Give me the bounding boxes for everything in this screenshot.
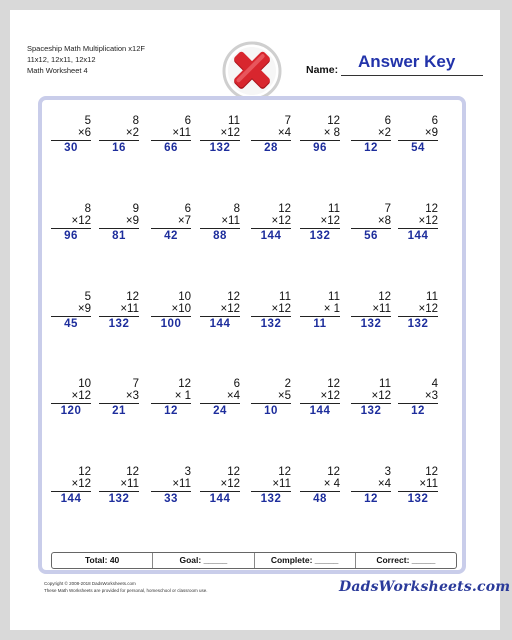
answer: 56 bbox=[364, 230, 378, 242]
multiplicand: 11 bbox=[379, 378, 391, 390]
multiplication-problem bbox=[99, 291, 139, 331]
multiplicand: 12 bbox=[178, 378, 191, 390]
answer: 33 bbox=[164, 493, 178, 505]
multiplication-problem bbox=[151, 203, 191, 243]
multiplier: ×3 bbox=[398, 390, 438, 404]
multiplication-problem bbox=[398, 203, 438, 243]
answer: 11 bbox=[313, 318, 327, 330]
multiplication-problem bbox=[200, 378, 240, 418]
multiplier: ×12 bbox=[398, 303, 438, 317]
answer: 100 bbox=[160, 318, 182, 330]
red-x-logo-icon bbox=[221, 40, 283, 102]
multiplicand: 6 bbox=[384, 115, 391, 127]
multiplication-problem bbox=[99, 115, 139, 155]
multiplication-problem bbox=[300, 466, 340, 506]
multiplication-problem bbox=[51, 378, 91, 418]
answer: 132 bbox=[260, 318, 282, 330]
answer: 132 bbox=[407, 493, 429, 505]
worksheet-facts: 11x12, 12x11, 12x12 bbox=[27, 55, 96, 64]
answer: 144 bbox=[209, 493, 231, 505]
multiplicand: 7 bbox=[132, 378, 139, 390]
multiplicand: 12 bbox=[425, 466, 438, 478]
multiplication-problem bbox=[51, 115, 91, 155]
multiplier: × 1 bbox=[151, 390, 191, 404]
multiplicand: 2 bbox=[284, 378, 291, 390]
multiplicand: 10 bbox=[178, 291, 191, 303]
multiplier: ×11 bbox=[251, 478, 291, 492]
name-label: Name: bbox=[306, 64, 339, 76]
copyright-line: Copyright © 2008-2018 DadsWorksheets.com bbox=[44, 581, 136, 586]
multiplicand: 12 bbox=[327, 466, 340, 478]
multiplicand: 12 bbox=[278, 203, 291, 215]
multiplicand: 5 bbox=[84, 115, 91, 127]
correct-cell: Correct: _____ bbox=[376, 555, 436, 565]
multiplier: ×12 bbox=[200, 303, 240, 317]
multiplicand: 3 bbox=[384, 466, 391, 478]
multiplicand: 8 bbox=[233, 203, 240, 215]
answer: 132 bbox=[360, 318, 382, 330]
multiplication-problem bbox=[300, 378, 340, 418]
answer: 144 bbox=[209, 318, 231, 330]
multiplication-problem bbox=[251, 291, 291, 331]
multiplication-problem bbox=[200, 203, 240, 243]
multiplication-problem bbox=[151, 115, 191, 155]
answer: 28 bbox=[264, 142, 278, 154]
multiplier: ×2 bbox=[351, 127, 391, 141]
multiplication-problem bbox=[51, 466, 91, 506]
multiplicand: 6 bbox=[431, 115, 438, 127]
multiplicand: 3 bbox=[184, 466, 191, 478]
answer: 132 bbox=[108, 493, 130, 505]
multiplication-problem bbox=[251, 203, 291, 243]
multiplicand: 7 bbox=[384, 203, 391, 215]
multiplier: ×7 bbox=[151, 215, 191, 229]
multiplicand: 6 bbox=[233, 378, 240, 390]
answer: 54 bbox=[411, 142, 425, 154]
multiplication-problem bbox=[398, 378, 438, 418]
multiplier: ×11 bbox=[151, 127, 191, 141]
multiplication-problem bbox=[151, 378, 191, 418]
multiplier: × 4 bbox=[300, 478, 340, 492]
answer: 24 bbox=[213, 405, 227, 417]
multiplication-problem bbox=[151, 466, 191, 506]
multiplication-problem bbox=[351, 378, 391, 418]
multiplication-problem bbox=[51, 291, 91, 331]
multiplier: ×11 bbox=[200, 215, 240, 229]
multiplication-problem bbox=[99, 378, 139, 418]
multiplicand: 12 bbox=[278, 466, 291, 478]
multiplier: ×12 bbox=[200, 127, 240, 141]
multiplicand: 12 bbox=[227, 291, 240, 303]
answer: 66 bbox=[164, 142, 178, 154]
answer: 42 bbox=[164, 230, 178, 242]
answer: 45 bbox=[64, 318, 78, 330]
multiplication-problem bbox=[300, 203, 340, 243]
multiplicand: 11 bbox=[228, 115, 240, 127]
multiplicand: 12 bbox=[327, 115, 340, 127]
answer: 96 bbox=[313, 142, 327, 154]
multiplier: ×6 bbox=[51, 127, 91, 141]
brand-logo: DadsWorksheets.com bbox=[339, 579, 511, 595]
answer: 12 bbox=[164, 405, 178, 417]
answer: 132 bbox=[209, 142, 231, 154]
multiplier: ×11 bbox=[151, 478, 191, 492]
multiplier: ×11 bbox=[99, 303, 139, 317]
multiplier: ×3 bbox=[99, 390, 139, 404]
multiplication-problem bbox=[151, 291, 191, 331]
multiplier: ×5 bbox=[251, 390, 291, 404]
multiplier: ×10 bbox=[151, 303, 191, 317]
multiplication-problem bbox=[51, 203, 91, 243]
complete-cell: Complete: _____ bbox=[255, 553, 356, 568]
multiplier: ×12 bbox=[351, 390, 391, 404]
multiplication-problem bbox=[300, 291, 340, 331]
answer: 96 bbox=[64, 230, 78, 242]
multiplicand: 5 bbox=[84, 291, 91, 303]
answer: 144 bbox=[407, 230, 429, 242]
answer: 10 bbox=[264, 405, 278, 417]
answer: 132 bbox=[309, 230, 331, 242]
multiplicand: 6 bbox=[184, 115, 191, 127]
multiplicand: 11 bbox=[328, 291, 340, 303]
multiplicand: 7 bbox=[284, 115, 291, 127]
worksheet-title: Spaceship Math Multiplication x12F bbox=[27, 44, 145, 53]
multiplier: ×12 bbox=[51, 478, 91, 492]
multiplicand: 8 bbox=[84, 203, 91, 215]
multiplier: × 1 bbox=[300, 303, 340, 317]
multiplicand: 12 bbox=[78, 466, 91, 478]
answer: 81 bbox=[112, 230, 126, 242]
multiplier: ×8 bbox=[351, 215, 391, 229]
multiplication-problem bbox=[398, 115, 438, 155]
multiplication-problem bbox=[200, 466, 240, 506]
multiplication-problem bbox=[251, 115, 291, 155]
answer: 132 bbox=[407, 318, 429, 330]
answer: 132 bbox=[360, 405, 382, 417]
answer: 120 bbox=[60, 405, 82, 417]
multiplicand: 10 bbox=[78, 378, 91, 390]
multiplicand: 4 bbox=[431, 378, 438, 390]
multiplication-problem bbox=[398, 466, 438, 506]
multiplier: ×11 bbox=[351, 303, 391, 317]
multiplication-problem bbox=[300, 115, 340, 155]
worksheet-subtitle: Math Worksheet 4 bbox=[27, 66, 88, 75]
score-footer bbox=[51, 552, 457, 569]
multiplicand: 12 bbox=[126, 466, 139, 478]
multiplier: ×12 bbox=[300, 390, 340, 404]
multiplication-problem bbox=[251, 378, 291, 418]
multiplicand: 8 bbox=[132, 115, 139, 127]
answer: 12 bbox=[364, 142, 378, 154]
answer: 144 bbox=[260, 230, 282, 242]
multiplication-problem bbox=[200, 115, 240, 155]
multiplier: ×9 bbox=[398, 127, 438, 141]
multiplier: ×2 bbox=[99, 127, 139, 141]
answer: 144 bbox=[60, 493, 82, 505]
multiplicand: 12 bbox=[126, 291, 139, 303]
multiplier: ×9 bbox=[99, 215, 139, 229]
multiplication-problem bbox=[351, 291, 391, 331]
multiplication-problem bbox=[200, 291, 240, 331]
answer-key-text: Answer Key bbox=[358, 52, 456, 71]
multiplier: ×12 bbox=[398, 215, 438, 229]
multiplication-problem bbox=[251, 466, 291, 506]
answer: 12 bbox=[364, 493, 378, 505]
multiplier: ×11 bbox=[99, 478, 139, 492]
answer: 30 bbox=[64, 142, 78, 154]
multiplier: ×12 bbox=[300, 215, 340, 229]
answer: 132 bbox=[260, 493, 282, 505]
total-cell: Total: 40 bbox=[52, 553, 153, 568]
multiplication-problem bbox=[99, 203, 139, 243]
answer: 16 bbox=[112, 142, 126, 154]
multiplication-problem bbox=[351, 203, 391, 243]
multiplicand: 11 bbox=[328, 203, 340, 215]
multiplication-problem bbox=[398, 291, 438, 331]
multiplier: ×4 bbox=[251, 127, 291, 141]
multiplication-problem bbox=[351, 115, 391, 155]
multiplier: ×4 bbox=[200, 390, 240, 404]
multiplier: ×11 bbox=[398, 478, 438, 492]
multiplicand: 11 bbox=[279, 291, 291, 303]
multiplier: ×12 bbox=[251, 303, 291, 317]
multiplicand: 12 bbox=[425, 203, 438, 215]
multiplier: ×12 bbox=[51, 390, 91, 404]
multiplier: ×4 bbox=[351, 478, 391, 492]
answer: 132 bbox=[108, 318, 130, 330]
multiplier: ×12 bbox=[251, 215, 291, 229]
answer: 88 bbox=[213, 230, 227, 242]
multiplicand: 12 bbox=[327, 378, 340, 390]
answer: 21 bbox=[112, 405, 126, 417]
multiplicand: 12 bbox=[227, 466, 240, 478]
multiplier: ×9 bbox=[51, 303, 91, 317]
answer: 12 bbox=[411, 405, 425, 417]
multiplicand: 9 bbox=[132, 203, 139, 215]
multiplicand: 11 bbox=[426, 291, 438, 303]
multiplicand: 12 bbox=[378, 291, 391, 303]
answer: 48 bbox=[313, 493, 327, 505]
multiplier: ×12 bbox=[200, 478, 240, 492]
multiplication-problem bbox=[99, 466, 139, 506]
goal-cell: Goal: _____ bbox=[153, 553, 254, 568]
name-underline bbox=[341, 75, 483, 76]
multiplier: ×12 bbox=[51, 215, 91, 229]
usage-line: These Math Worksheets are provided for personal, homeschool or classroom use. bbox=[44, 588, 208, 593]
multiplicand: 6 bbox=[184, 203, 191, 215]
answer: 144 bbox=[309, 405, 331, 417]
multiplication-problem bbox=[351, 466, 391, 506]
multiplier: × 8 bbox=[300, 127, 340, 141]
